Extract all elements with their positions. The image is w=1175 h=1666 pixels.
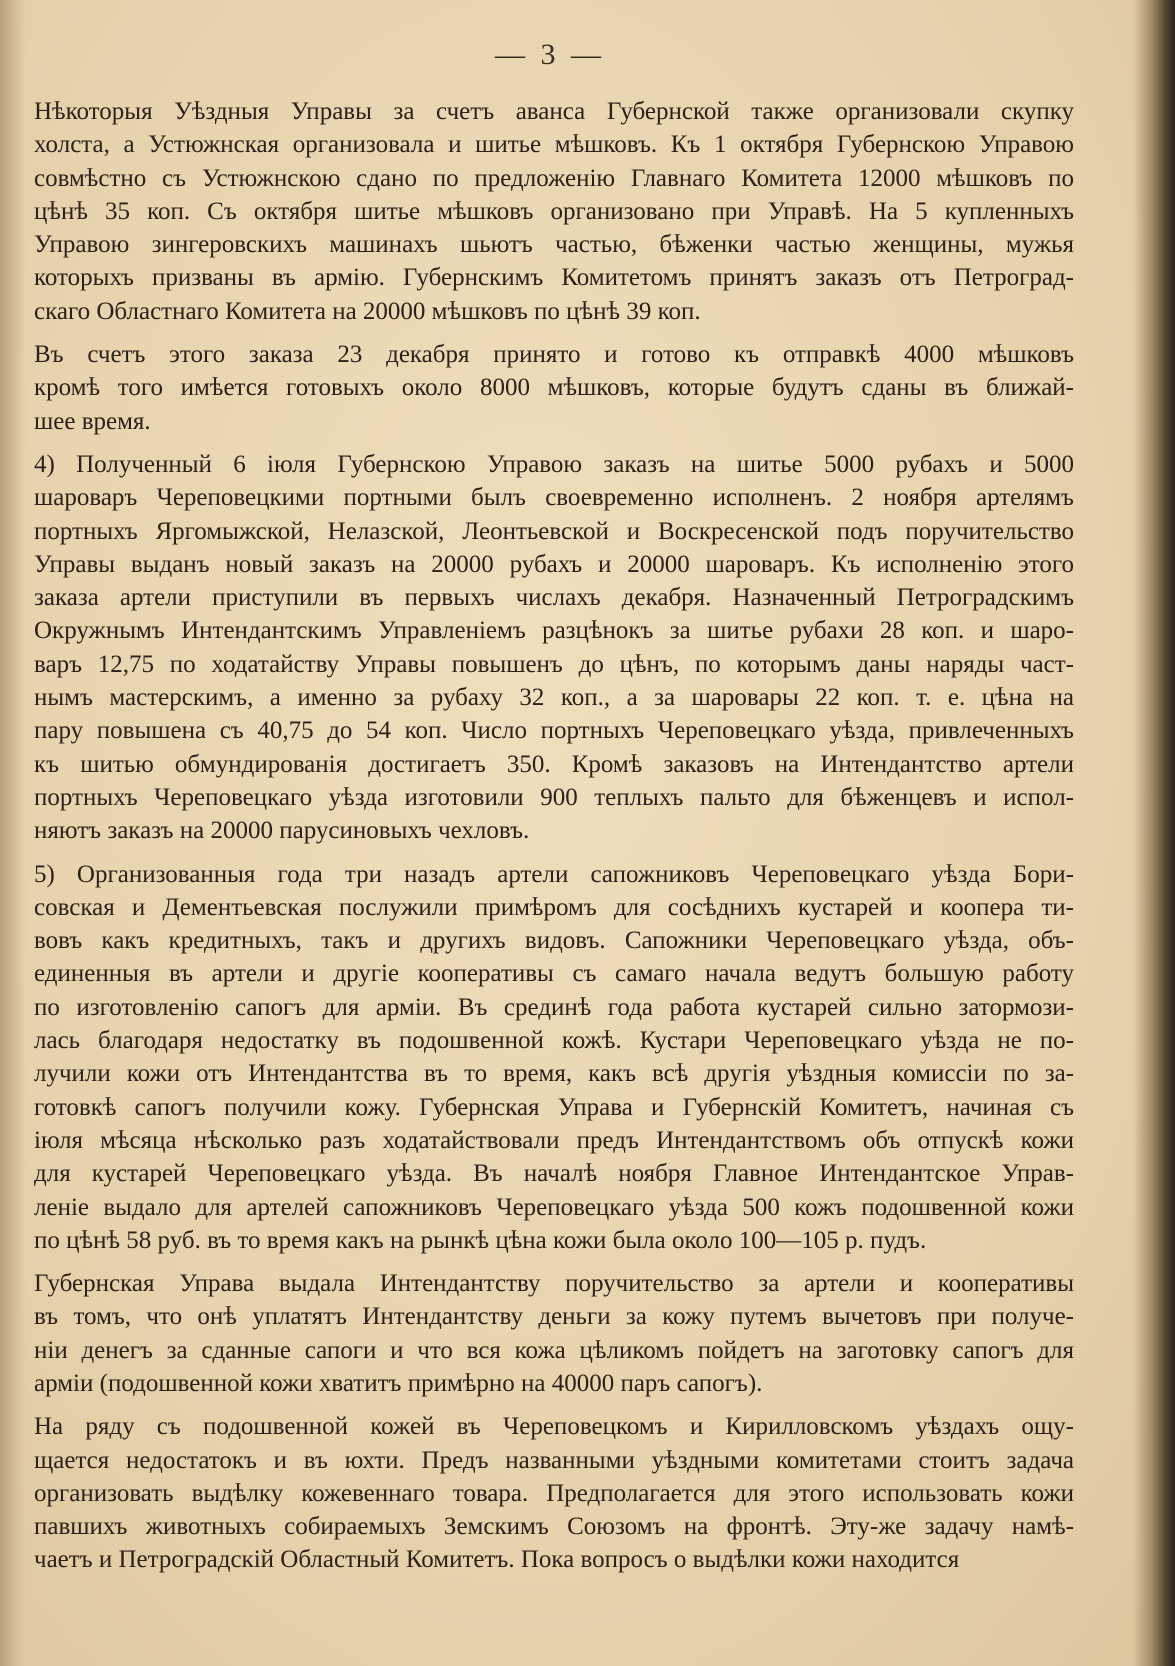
text-column (34, 95, 1074, 1587)
text-line: арміи (подошвенной кожи хватитъ примѣрно на 40000 паръ сапогъ). (34, 1369, 763, 1397)
text-line: портныхъ Яргомыжской, Нелазской, Леонтьевской и Воскресенской подъ поручительство (34, 517, 1074, 545)
paragraph (34, 338, 1074, 438)
text-line: цѣнѣ 35 коп. Съ октября шитье мѣшковъ организовано при Управѣ. На 5 купленныхъ (34, 197, 1074, 225)
text-line: совская и Дементьевская послужили примѣромъ для сосѣднихъ кустарей и коопера ти- (34, 893, 1074, 921)
paragraph (34, 1267, 1074, 1400)
text-line: организовать выдѣлку кожевеннаго товара. Предполагается для этого использовать кожи (34, 1479, 1074, 1507)
text-line: варъ 12,75 по ходатайству Управы повышенъ до цѣнъ, по которымъ даны наряды част- (34, 650, 1074, 678)
text-line: нымъ мастерскимъ, а именно за рубаху 32 коп., а за шаровары 22 коп. т. е. цѣна на (34, 684, 1074, 712)
text-line: по изготовленію сапогъ для арміи. Въ срединѣ года работа кустарей сильно затормози- (34, 993, 1074, 1021)
paragraph (34, 448, 1074, 848)
text-line: Нѣкоторыя Уѣздныя Управы за счетъ аванса Губернской также организовали скупку (34, 98, 1074, 125)
text-line: лась благодаря недостатку въ подошвенной кожѣ. Кустари Череповецкаго уѣзда не по- (34, 1027, 1074, 1055)
text-line: ніи денегъ за сданные сапоги и что вся кожа цѣликомъ пойдетъ на заготовку сапогъ для (34, 1336, 1074, 1364)
text-line: Губернская Управа выдала Интендантству поручительство за артели и кооперативы (34, 1270, 1074, 1298)
text-line: по цѣнѣ 58 руб. въ то время какъ на рынкѣ цѣна кожи была около 100—105 р. пудъ. (34, 1226, 927, 1254)
text-line: іюля мѣсяца нѣсколько разъ ходатайствовали предъ Интендантствомъ объ отпускѣ кожи (34, 1126, 1074, 1154)
text-line: Управою зингеровскихъ машинахъ шьютъ частью, бѣженки частью женщины, мужья (34, 231, 1074, 259)
text-line: Управы выданъ новый заказъ на 20000 рубахъ и 20000 шароваръ. Къ исполненію этого (34, 550, 1074, 578)
text-line: 4) Полученный 6 іюля Губернскою Управою заказъ на шитье 5000 рубахъ и 5000 (34, 450, 1074, 478)
text-line: чаетъ и Петроградскій Областный Комитетъ. Пока вопросъ о выдѣлки кожи находится (34, 1546, 960, 1574)
text-line: совмѣстно съ Устюжнскою сдано по предложенію Главнаго Комитета 12000 мѣшковъ по (34, 164, 1074, 192)
text-line: шее время. (34, 407, 151, 435)
binding-shadow (0, 0, 26, 1666)
text-line: лучили кожи отъ Интендантства въ то время, какъ всѣ другія уѣздныя комиссіи по за- (34, 1060, 1074, 1088)
text-line: готовкѣ сапогъ получили кожу. Губернская Управа и Губернскій Комитетъ, начиная съ (34, 1093, 1074, 1121)
text-line: холста, а Устюжнская организовала и шитье мѣшковъ. Къ 1 октября Губернскою Управою (34, 131, 1074, 159)
text-line: Окружнымъ Интендантскимъ Управленіемъ разцѣнокъ за шитье рубахи 28 коп. и шаро- (34, 617, 1074, 645)
text-line: которыхъ призваны въ армію. Губернскимъ Комитетомъ принятъ заказъ отъ Петроград- (34, 264, 1074, 292)
text-line: леніе выдало для артелей сапожниковъ Череповецкаго уѣзда 500 кожъ подошвенной кожи (34, 1193, 1074, 1221)
text-line: единенныя въ артели и другіе кооперативы съ самаго начала ведутъ большую работу (34, 960, 1074, 988)
text-line: вовъ какъ кредитныхъ, такъ и другихъ видовъ. Сапожники Череповецкаго уѣзда, объ- (34, 927, 1074, 955)
text-line: въ томъ, что онѣ уплатятъ Интендантству деньги за кожу путемъ вычетовъ при получе- (34, 1303, 1074, 1331)
text-line: заказа артели приступили въ первыхъ числахъ декабря. Назначенный Петроградскимъ (34, 584, 1074, 612)
paragraph (34, 858, 1074, 1258)
paragraph (34, 1410, 1074, 1576)
text-line: Въ счетъ этого заказа 23 декабря принято и готово къ отправкѣ 4000 мѣшковъ (34, 341, 1074, 369)
text-line: щается недостатокъ и въ юхти. Предъ названными уѣздными комитетами стоитъ задача (34, 1446, 1074, 1474)
text-line: для кустарей Череповецкаго уѣзда. Въ началѣ ноября Главное Интендантское Управ- (34, 1160, 1074, 1188)
text-line: портныхъ Череповецкаго уѣзда изготовили 900 теплыхъ пальто для бѣженцевъ и испол- (34, 783, 1074, 811)
page-edge-shadow (1133, 0, 1175, 1666)
paragraph (34, 95, 1074, 328)
text-line: На ряду съ подошвенной кожей въ Череповецкомъ и Кирилловскомъ уѣздахъ ощу- (34, 1413, 1074, 1441)
text-line: няютъ заказъ на 20000 парусиновыхъ чехловъ. (34, 817, 530, 845)
text-line: шароваръ Череповецкими портными былъ своевременно исполненъ. 2 ноября артелямъ (34, 484, 1074, 512)
text-line: пару повышена съ 40,75 до 54 коп. Число портныхъ Череповецкаго уѣзда, привлеченныхъ (34, 717, 1074, 745)
text-line: кромѣ того имѣется готовыхъ около 8000 мѣшковъ, которые будутъ сданы въ ближай- (34, 374, 1074, 402)
text-line: 5) Организованныя года три назадъ артели сапожниковъ Череповецкаго уѣзда Бори- (34, 860, 1074, 888)
text-line: скаго Областнаго Комитета на 20000 мѣшковъ по цѣнѣ 39 коп. (34, 297, 701, 325)
page-number: — 3 — (495, 38, 605, 71)
text-line: павшихъ животныхъ собираемыхъ Земскимъ Союзомъ на фронтѣ. Эту-же задачу намѣ- (34, 1513, 1074, 1541)
text-line: къ шитью обмундированія достигаетъ 350. Кромѣ заказовъ на Интендантство артели (34, 750, 1074, 778)
